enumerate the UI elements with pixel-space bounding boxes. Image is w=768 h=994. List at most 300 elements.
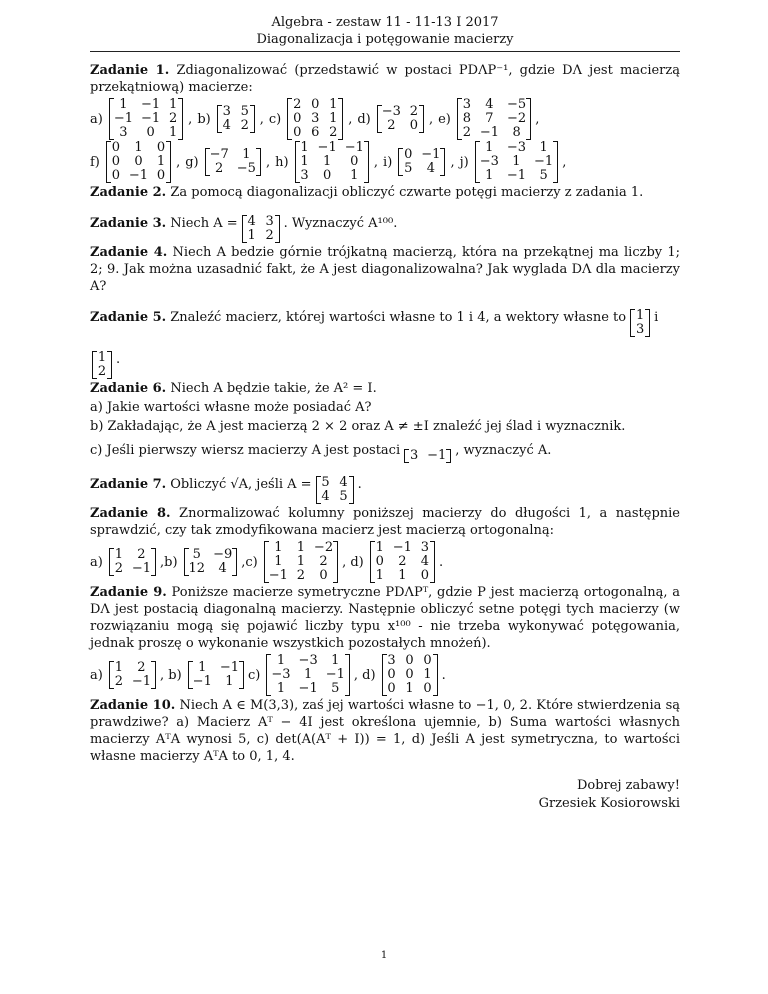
matrix-cell: −5 <box>236 161 256 176</box>
matrix-cell: −1 <box>392 540 412 555</box>
signature-author: Grzesiek Kosiorowski <box>538 796 680 811</box>
matrix-cell: −1 <box>141 97 161 112</box>
matrix-cell: 1 <box>300 140 309 155</box>
matrix-cell: 5 <box>321 475 330 490</box>
matrix-cell: −1 <box>317 140 337 155</box>
matrix <box>457 98 531 140</box>
matrix-cell: 4 <box>485 97 494 112</box>
matrix-cell: 0 <box>350 154 359 169</box>
matrix-cell: −1 <box>219 660 240 675</box>
matrix-row <box>110 98 182 112</box>
matrix-cell: 2 <box>114 674 123 689</box>
matrix-cell: 1 <box>247 228 256 243</box>
matrix-cell: 0 <box>111 140 121 155</box>
exercise-7-heading: Zadanie 7. <box>90 476 167 492</box>
matrix-cell: 1 <box>169 97 178 112</box>
page-number: 1 <box>380 950 388 961</box>
matrix-cell: 0 <box>111 168 121 183</box>
separator: , <box>188 111 193 127</box>
matrix <box>316 476 354 504</box>
exercise-9-matrices <box>90 654 680 696</box>
matrix-cell: 2 <box>319 554 328 569</box>
matrix-cell: 0 <box>146 125 155 140</box>
matrix <box>242 215 280 243</box>
matrix-row <box>189 661 243 675</box>
exercise-7-matrix <box>314 464 356 504</box>
matrix-row <box>110 675 155 689</box>
exercise-2-text: Za pomocą diagonalizacji obliczyć czwarte potęgi macierzy z zadania 1. <box>170 185 644 200</box>
matrix-row <box>107 141 170 155</box>
matrix-cell: 1 <box>539 140 548 155</box>
matrix-cell: 1 <box>350 168 359 183</box>
matrix-cell: 1 <box>405 681 414 696</box>
matrix-row <box>107 169 170 183</box>
matrix-row <box>405 449 450 463</box>
matrix <box>106 141 171 183</box>
exercise-6-text: Niech A będzie takie, że A² = I. <box>170 381 377 396</box>
matrix-cell: 1 <box>329 111 338 126</box>
exercise-2-heading: Zadanie 2. <box>90 185 167 200</box>
exercise-4-text: Niech A bedzie górnie trójkatną macierzą, która na przekątnej ma liczby 1; 2; 9. Jak można uzasadnić fakt, że A jest diagonalizowalna? Jak wyglada DΛ dla macierzy A? <box>90 245 680 294</box>
matrix-cell: 1 <box>296 540 306 555</box>
matrix-cell: 1 <box>119 97 128 112</box>
exercise-1-text: Zdiagonalizować (przedstawić w postaci PDΛP⁻¹, gdzie DΛ jest macierzą przekątniową) macierze: <box>90 63 680 95</box>
matrix-cell: −1 <box>479 125 500 140</box>
matrix-cell: 2 <box>240 118 249 133</box>
item-label: a) <box>90 111 103 127</box>
matrix-row <box>317 476 353 490</box>
exercise-5 <box>90 297 680 379</box>
matrix-cell: 2 <box>169 111 178 126</box>
matrix-row <box>110 112 182 126</box>
end-mark: , <box>562 154 567 170</box>
page <box>90 14 680 813</box>
matrix-row <box>265 569 337 583</box>
matrix-row <box>371 541 434 555</box>
exercise-9-text: Poniższe macierze symetryczne PDΛPᵀ, gdzie P jest macierzą ortogonalną, a DΛ jest postacią diagonalną macierzy. Następnie obliczyć setne potęgi tych macierzy (w rozwiązaniu mogą się pojawić liczby typu x¹⁰⁰ - nie trzeba wykonywać potęgowania, jednak proszę o wykonanie wszystkich pozostałych mnożeń). <box>90 585 680 651</box>
matrix-cell: 1 <box>303 667 313 682</box>
exercise-5-vector-2 <box>90 339 114 379</box>
matrix-cell: −3 <box>506 140 527 155</box>
exercise-5-vector-1 <box>628 297 652 337</box>
signature-greeting: Dobrej zabawy! <box>576 778 680 793</box>
matrix-cell: 1 <box>512 154 521 169</box>
matrix-row <box>371 569 434 583</box>
matrix-row <box>93 365 111 379</box>
exercise-1-matrices-row-1 <box>90 98 680 140</box>
matrix-cell: 3 <box>635 322 645 337</box>
matrix-cell: 1 <box>485 140 494 155</box>
matrix-row <box>476 169 558 183</box>
matrix-cell: 1 <box>485 168 494 183</box>
item-label: , d) <box>353 667 376 683</box>
matrix-cell: 1 <box>296 554 306 569</box>
matrix-cell: 2 <box>137 547 146 562</box>
matrix-cell: −3 <box>298 653 318 668</box>
matrix-row <box>378 119 423 133</box>
matrix <box>264 541 338 583</box>
matrix-cell: 3 <box>387 653 396 668</box>
matrix-row <box>288 98 342 112</box>
matrix-row <box>458 126 530 140</box>
matrix-row <box>110 548 155 562</box>
matrix-row <box>476 141 558 155</box>
exercise-7-pre: Obliczyć √A, jeśli A = <box>170 476 312 492</box>
exercise-6c <box>90 437 680 463</box>
exercise-6 <box>90 380 680 397</box>
item-label: d) <box>357 111 371 127</box>
matrix-cell: 1 <box>114 660 123 675</box>
separator: , <box>428 111 434 127</box>
matrix-cell: 3 <box>265 214 274 229</box>
matrix-cell: 1 <box>331 653 340 668</box>
matrix-cell: −1 <box>506 168 527 183</box>
matrix <box>630 309 650 337</box>
item-label: a) <box>90 554 103 570</box>
item-label: , d) <box>342 554 364 570</box>
matrix-cell: 0 <box>387 681 396 696</box>
matrix-cell: 1 <box>375 568 384 583</box>
matrix-cell: −1 <box>427 448 447 463</box>
matrix-cell: 5 <box>240 104 249 119</box>
matrix-row <box>218 119 254 133</box>
matrix-row <box>206 162 260 176</box>
item-label: , b) <box>160 667 182 683</box>
matrix <box>184 548 238 576</box>
header <box>90 14 680 52</box>
matrix-row <box>267 668 349 682</box>
matrix-cell: 4 <box>247 214 256 229</box>
matrix-cell: −1 <box>421 147 441 162</box>
matrix-cell: 4 <box>321 489 330 504</box>
matrix-cell: −1 <box>192 674 212 689</box>
separator: , <box>176 154 181 170</box>
exercise-6c-row-vector <box>402 437 453 463</box>
item-label: j) <box>459 154 469 170</box>
end-mark: , <box>535 111 540 127</box>
matrix-cell: 1 <box>242 147 251 162</box>
matrix-cell: 0 <box>111 154 121 169</box>
matrix-cell: −1 <box>534 154 554 169</box>
matrix-cell: 2 <box>265 228 274 243</box>
matrix-row <box>378 105 423 119</box>
exercise-8 <box>90 505 680 539</box>
matrix-row <box>458 112 530 126</box>
matrix-cell: 5 <box>331 681 340 696</box>
matrix-cell: 2 <box>97 364 107 379</box>
matrix-cell: 3 <box>119 125 128 140</box>
item-label: e) <box>438 111 451 127</box>
matrix <box>109 548 156 576</box>
document-title: Algebra - zestaw 11 - 11-13 I 2017 <box>271 15 499 30</box>
matrix-row <box>383 682 437 696</box>
item-label: i) <box>383 154 393 170</box>
matrix-cell: 0 <box>375 554 384 569</box>
matrix-cell: 1 <box>635 308 645 323</box>
exercise-3-post: . Wyznaczyć A¹⁰⁰. <box>283 215 398 231</box>
matrix-cell: −1 <box>128 168 149 183</box>
matrix-row <box>631 309 649 323</box>
matrix-cell: −3 <box>479 154 499 169</box>
matrix-cell: −1 <box>268 568 288 583</box>
matrix-row <box>107 155 170 169</box>
matrix-cell: 5 <box>192 547 201 562</box>
exercise-8-heading: Zadanie 8. <box>90 506 171 521</box>
matrix-cell: −7 <box>209 147 229 162</box>
matrix-cell: −2 <box>313 540 334 555</box>
matrix <box>109 661 156 689</box>
matrix-cell: 6 <box>311 125 320 140</box>
exercise-10 <box>90 697 680 765</box>
matrix-row <box>243 215 279 229</box>
matrix-row <box>189 675 243 689</box>
matrix-cell: −1 <box>298 681 318 696</box>
matrix-row <box>383 654 437 668</box>
matrix-cell: 4 <box>339 475 348 490</box>
matrix-cell: 1 <box>156 154 166 169</box>
matrix-cell: 1 <box>322 154 332 169</box>
matrix-cell: 0 <box>319 568 328 583</box>
exercise-1-heading: Zadanie 1. <box>90 63 170 78</box>
exercise-8-matrices <box>90 541 680 583</box>
matrix-cell: 2 <box>409 104 419 119</box>
item-label: ,c) <box>241 554 258 570</box>
item-label: a) <box>90 667 103 683</box>
exercise-6-heading: Zadanie 6. <box>90 381 167 396</box>
separator: , <box>348 111 353 127</box>
matrix-cell: 4 <box>218 561 227 576</box>
matrix-cell: 1 <box>276 681 286 696</box>
matrix <box>217 105 255 133</box>
matrix <box>109 98 183 140</box>
matrix-cell: 1 <box>97 350 107 365</box>
end-mark: . <box>438 554 444 570</box>
matrix-cell: 0 <box>420 568 430 583</box>
matrix-cell: 1 <box>198 660 207 675</box>
matrix <box>188 661 244 689</box>
matrix <box>398 148 445 176</box>
matrix-cell: 5 <box>539 168 548 183</box>
matrix-cell: −3 <box>271 667 291 682</box>
matrix-cell: −1 <box>141 111 161 126</box>
matrix-cell: 5 <box>339 489 348 504</box>
matrix-cell: 4 <box>426 161 435 176</box>
matrix <box>287 98 343 140</box>
matrix-row <box>265 541 337 555</box>
item-label: g) <box>185 154 199 170</box>
matrix-cell: 3 <box>300 168 309 183</box>
matrix-cell: 5 <box>404 161 413 176</box>
matrix <box>382 654 438 696</box>
matrix-row <box>371 555 434 569</box>
matrix-cell: 8 <box>462 111 471 126</box>
matrix-cell: 1 <box>423 667 432 682</box>
matrix-row <box>218 105 254 119</box>
matrix-cell: 3 <box>420 540 430 555</box>
matrix-row <box>185 562 237 576</box>
matrix-row <box>267 682 349 696</box>
matrix-cell: 2 <box>329 125 338 140</box>
item-label: h) <box>275 154 289 170</box>
separator: , <box>265 154 271 170</box>
exercise-5-and: i <box>654 309 659 325</box>
matrix-row <box>265 555 337 569</box>
exercise-7 <box>90 464 680 504</box>
exercise-9 <box>90 584 680 652</box>
exercise-3-heading: Zadanie 3. <box>90 215 167 231</box>
matrix-row <box>206 148 260 162</box>
exercise-7-post: . <box>357 476 362 492</box>
header-rule <box>90 51 680 52</box>
matrix-cell: 0 <box>387 667 396 682</box>
matrix-cell: 0 <box>311 97 320 112</box>
matrix <box>404 449 451 463</box>
exercise-1 <box>90 62 680 96</box>
item-label: f) <box>90 154 100 170</box>
matrix-cell: 2 <box>293 97 302 112</box>
exercise-1-matrices-row-2 <box>90 141 680 183</box>
matrix <box>266 654 350 696</box>
exercise-3-pre: Niech A = <box>170 215 238 231</box>
matrix-cell: 0 <box>423 653 432 668</box>
matrix-row <box>110 562 155 576</box>
matrix <box>205 148 261 176</box>
matrix-cell: 1 <box>276 653 286 668</box>
matrix-row <box>296 169 368 183</box>
matrix-row <box>399 162 444 176</box>
separator: , <box>450 154 455 170</box>
matrix-cell: 0 <box>409 118 419 133</box>
matrix-row <box>243 229 279 243</box>
exercise-10-heading: Zadanie 10. <box>90 698 176 713</box>
end-mark: . <box>441 667 446 683</box>
matrix-row <box>296 155 368 169</box>
exercise-4-heading: Zadanie 4. <box>90 245 168 260</box>
matrix-cell: 2 <box>462 125 471 140</box>
exercise-9-heading: Zadanie 9. <box>90 585 167 600</box>
exercise-10-text: Niech A ∈ M(3,3), zaś jej wartości własne to −1, 0, 2. Które stwierdzenia są prawdziwe? a) Macierz Aᵀ − 4I jest określona ujemnie, b) Suma wartości własnych macierzy AᵀA wynosi 5, c) det(A(Aᵀ + I)) = 1, d) Jeśli A jest symetryczna, to wartości własne macierzy AᵀA to 0, 1, 4. <box>90 698 680 764</box>
matrix-row <box>110 661 155 675</box>
matrix-cell: 4 <box>222 118 231 133</box>
matrix-cell: 1 <box>225 674 234 689</box>
matrix-row <box>296 141 368 155</box>
item-label: c) <box>248 667 261 683</box>
item-label: c) <box>268 111 282 127</box>
matrix-cell: 1 <box>134 140 143 155</box>
matrix <box>92 351 112 379</box>
exercise-2 <box>90 184 680 201</box>
matrix-cell: 2 <box>137 660 146 675</box>
matrix-cell: 1 <box>114 547 123 562</box>
matrix-cell: 0 <box>134 154 143 169</box>
matrix-cell: 1 <box>375 540 384 555</box>
matrix-row <box>267 654 349 668</box>
matrix-cell: 2 <box>114 561 123 576</box>
matrix-cell: −5 <box>507 97 527 112</box>
matrix-row <box>93 351 111 365</box>
exercise-3 <box>90 203 680 243</box>
separator: , <box>373 154 379 170</box>
matrix <box>370 541 435 583</box>
matrix-cell: 0 <box>156 168 166 183</box>
exercise-3-matrix <box>240 203 282 243</box>
matrix-cell: 1 <box>329 97 338 112</box>
matrix-cell: 0 <box>405 667 414 682</box>
exercise-6c-pre: c) Jeśli pierwszy wiersz macierzy A jest postaci <box>90 442 401 458</box>
matrix-cell: −1 <box>131 561 151 576</box>
matrix-cell: 0 <box>322 168 332 183</box>
matrix-row <box>458 98 530 112</box>
matrix-cell: −1 <box>344 140 364 155</box>
matrix-cell: 12 <box>188 561 206 576</box>
exercise-6a: a) Jakie wartości własne może posiadać A? <box>90 400 372 415</box>
separator: , <box>259 111 264 127</box>
matrix-cell: 2 <box>398 554 407 569</box>
matrix-row <box>185 548 237 562</box>
matrix-cell: 2 <box>215 161 224 176</box>
exercise-8-text: Znormalizować kolumny poniższej macierzy do długości 1, a następnie sprawdzić, czy tak zmodyfikowana macierz jest macierzą ortogonalną: <box>90 506 680 538</box>
matrix-cell: 4 <box>420 554 430 569</box>
matrix-row <box>383 668 437 682</box>
exercise-4 <box>90 244 680 295</box>
exercise-5-text: Znaleźć macierz, której wartości własne to 1 i 4, a wektory własne to <box>170 309 627 325</box>
matrix-cell: −1 <box>131 674 151 689</box>
matrix-cell: 2 <box>296 568 306 583</box>
matrix-cell: 1 <box>300 154 309 169</box>
matrix-cell: 0 <box>293 111 302 126</box>
exercise-6c-post: , wyznaczyć A. <box>455 442 552 458</box>
matrix <box>475 141 559 183</box>
document-subtitle: Diagonalizacja i potęgowanie macierzy <box>256 32 514 47</box>
matrix-cell: 1 <box>274 540 283 555</box>
matrix-cell: 8 <box>512 125 521 140</box>
matrix-cell: 0 <box>404 147 413 162</box>
matrix-cell: 7 <box>485 111 494 126</box>
exercise-5-end: . <box>116 351 121 367</box>
matrix-cell: −1 <box>113 111 133 126</box>
exercise-5-heading: Zadanie 5. <box>90 309 167 325</box>
matrix-cell: 0 <box>156 140 166 155</box>
matrix-cell: −1 <box>325 667 345 682</box>
matrix-cell: −9 <box>213 547 233 562</box>
matrix-row <box>476 155 558 169</box>
item-label: b) <box>197 111 211 127</box>
matrix-cell: 1 <box>274 554 283 569</box>
exercise-list <box>90 62 680 813</box>
item-label: ,b) <box>160 554 178 570</box>
matrix-row <box>288 112 342 126</box>
matrix-cell: 1 <box>398 568 407 583</box>
matrix-cell: 0 <box>293 125 302 140</box>
matrix-cell: −3 <box>381 104 401 119</box>
matrix <box>295 141 369 183</box>
matrix-row <box>631 323 649 337</box>
matrix-cell: 3 <box>409 448 419 463</box>
matrix-row <box>110 126 182 140</box>
matrix-cell: 2 <box>387 118 396 133</box>
matrix-row <box>288 126 342 140</box>
matrix-cell: 0 <box>405 653 414 668</box>
matrix-row <box>399 148 444 162</box>
matrix-cell: 3 <box>462 97 471 112</box>
matrix-cell: 1 <box>169 125 178 140</box>
matrix-cell: 3 <box>311 111 320 126</box>
exercise-6b: b) Zakładając, że A jest macierzą 2 × 2 oraz A ≠ ±I znaleźć jej ślad i wyznacznik. <box>90 419 626 434</box>
matrix-cell: −2 <box>507 111 527 126</box>
matrix-row <box>317 490 353 504</box>
matrix <box>377 105 424 133</box>
signature <box>90 777 680 813</box>
